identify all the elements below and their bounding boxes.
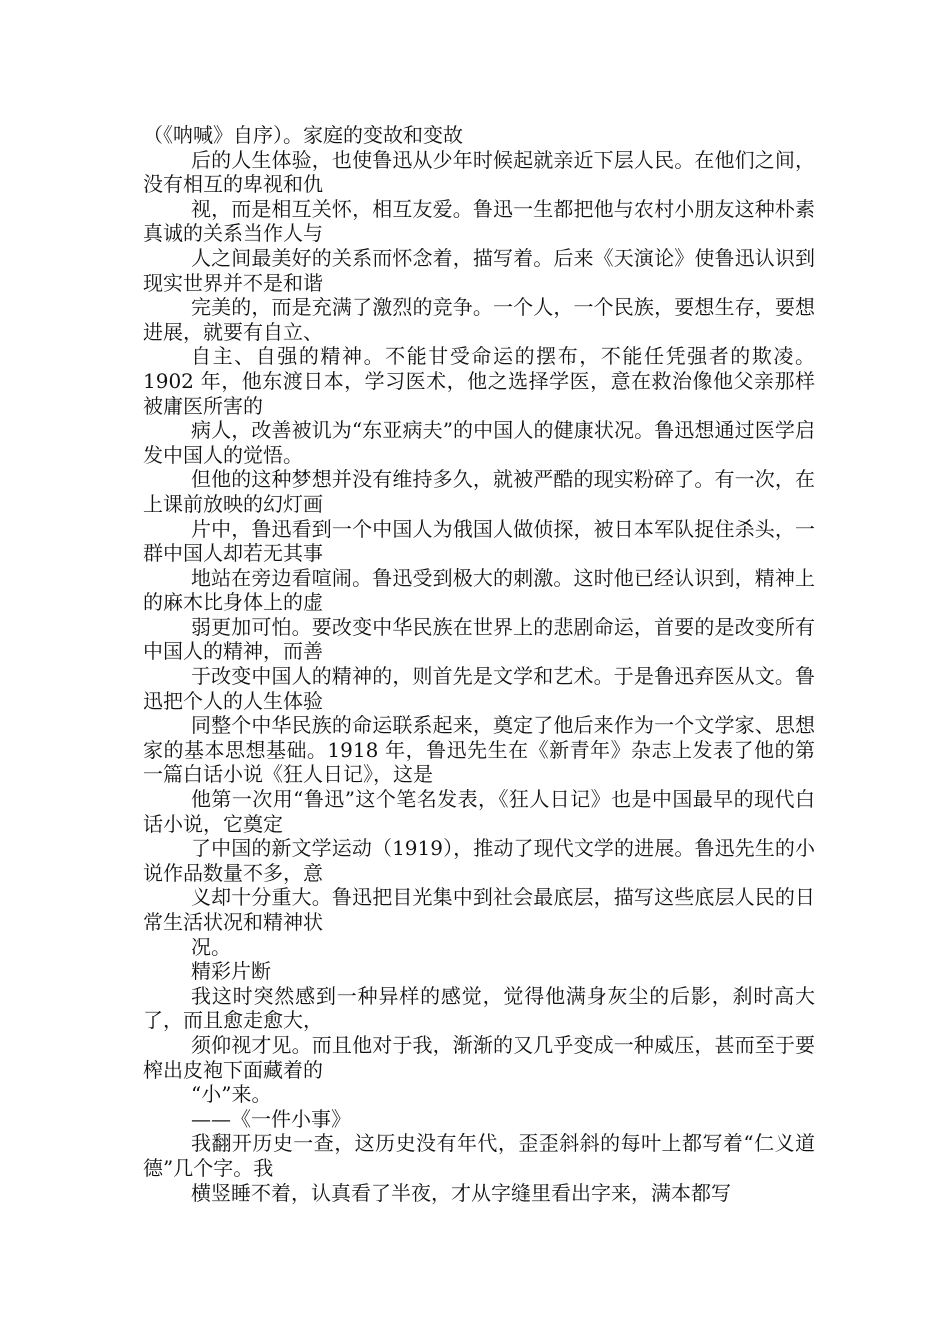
paragraph: 了中国的新文学运动（1919），推动了现代文学的进展。鲁迅先生的小说作品数量不多，意 [143, 836, 815, 885]
paragraph: 于改变中国人的精神的，则首先是文学和艺术。于是鲁迅弃医从文。鲁迅把个人的人生体验 [143, 664, 815, 713]
paragraph: 况。 [191, 934, 231, 959]
paragraph: 完美的，而是充满了激烈的竞争。一个人，一个民族，要想生存，要想进展，就要有自立、 [143, 295, 815, 344]
paragraph: 弱更加可怕。要改变中华民族在世界上的悲剧命运，首要的是改变所有中国人的精神，而善 [143, 614, 815, 664]
paragraph: 视，而是相互关怀，相互友爱。鲁迅一生都把他与农村小朋友这种朴素真诚的关系当作人与 [143, 196, 815, 246]
paragraph: 但他的这种梦想并没有维持多久，就被严酷的现实粉碎了。有一次，在上课前放映的幻灯画 [143, 467, 815, 516]
paragraph: 我这时突然感到一种异样的感觉，觉得他满身灰尘的后影，刹时高大了，而且愈走愈大， [143, 983, 815, 1033]
document-page [143, 123, 815, 1205]
paragraph: （《呐喊》自序）。家庭的变故和变故 [143, 123, 463, 147]
paragraph: 后的人生体验，也使鲁迅从少年时候起就亲近下层人民。在他们之间，没有相互的卑视和仇 [143, 147, 815, 197]
paragraph: 片中，鲁迅看到一个中国人为俄国人做侦探，被日本军队捉住杀头，一群中国人却若无其事 [143, 516, 815, 566]
paragraph: 义却十分重大。鲁迅把目光集中到社会最底层，描写这些底层人民的日常生活状况和精神状 [143, 885, 815, 934]
paragraph: 他第一次用“鲁迅”这个笔名发表，《狂人日记》也是中国最早的现代白话小说，它奠定 [143, 787, 815, 836]
quote-attribution: ——《一件小事》 [191, 1106, 351, 1131]
paragraph: 人之间最美好的关系而怀念着，描写着。后来《天演论》使鲁迅认识到现实世界并不是和谐 [143, 245, 815, 295]
paragraph: 同整个中华民族的命运联系起来，奠定了他后来作为一个文学家、思想家的基本思想基础。1918 年，鲁迅先生在《新青年》杂志上发表了他的第一篇白话小说《狂人日记》，这是 [143, 713, 815, 787]
paragraph: 我翻开历史一查，这历史没有年代，歪歪斜斜的每叶上都写着“仁义道德”几个字。我 [143, 1131, 815, 1180]
paragraph: 横竖睡不着，认真看了半夜，才从字缝里看出字来，满本都写 [191, 1180, 731, 1205]
paragraph: 自主、自强的精神。不能甘受命运的摆布，不能任凭强者的欺凌。1902 年，他东渡日本，学习医术，他之选择学医，意在救治像他父亲那样被庸医所害的 [143, 344, 815, 418]
paragraph: 病人，改善被讥为“东亚病夫”的中国人的健康状况。鲁迅想通过医学启发中国人的觉悟。 [143, 418, 815, 467]
section-heading: 精彩片断 [191, 959, 271, 984]
paragraph: “小”来。 [191, 1082, 272, 1107]
paragraph: 地站在旁边看喧闹。鲁迅受到极大的刺激。这时他已经认识到，精神上的麻木比身体上的虚 [143, 565, 815, 615]
paragraph: 须仰视才见。而且他对于我，渐渐的又几乎变成一种威压，甚而至于要榨出皮袍下面藏着的 [143, 1032, 815, 1082]
